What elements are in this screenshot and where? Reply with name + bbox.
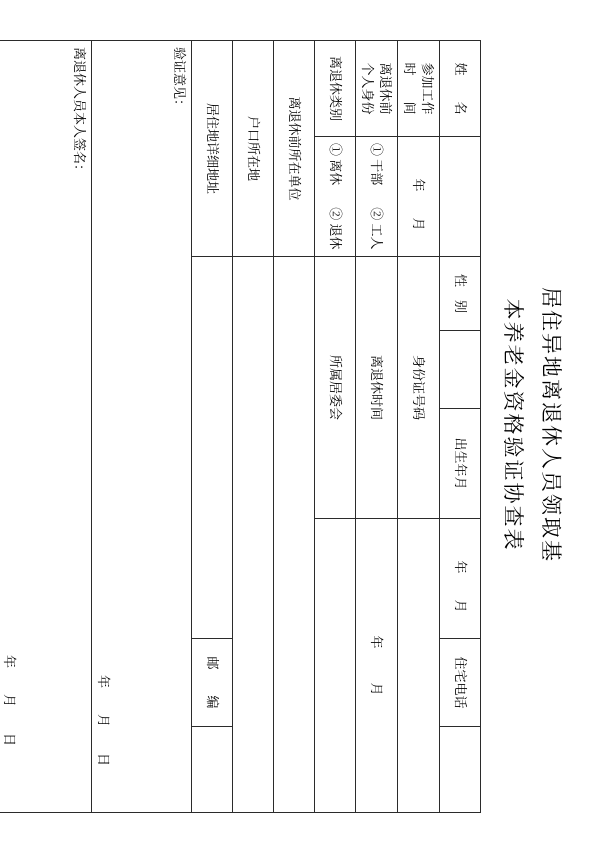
table-row bbox=[91, 41, 191, 813]
verify-opinion-cell[interactable] bbox=[91, 41, 191, 813]
verify-opinion-date[interactable]: 年 月 日 bbox=[96, 674, 112, 766]
committee-label: 所属居委会 bbox=[314, 257, 355, 519]
work-start-label-line2: 时 间 bbox=[402, 62, 418, 115]
phone-label: 住宅电话 bbox=[440, 639, 481, 727]
name-label: 姓 名 bbox=[440, 41, 481, 137]
retire-time-year-unit: 年 bbox=[369, 635, 385, 649]
postcode-label: 邮 编 bbox=[191, 639, 232, 727]
former-unit-value[interactable] bbox=[273, 257, 314, 813]
work-start-label-line1: 参加工作 bbox=[420, 62, 435, 115]
phone-value[interactable] bbox=[440, 727, 481, 813]
household-label: 户口所在地 bbox=[232, 41, 273, 257]
work-start-label bbox=[397, 41, 439, 137]
birth-year-unit: 年 bbox=[452, 560, 468, 574]
postcode-value[interactable] bbox=[191, 727, 232, 813]
verify-opinion-label: 验证意见： bbox=[171, 47, 187, 113]
table-row bbox=[273, 41, 314, 813]
retire-time-label: 离退休时间 bbox=[355, 257, 397, 519]
birth-month-unit: 月 bbox=[452, 599, 468, 613]
gender-value[interactable] bbox=[440, 331, 481, 409]
household-value[interactable] bbox=[232, 257, 273, 813]
table-row bbox=[232, 41, 273, 813]
identity-option-worker[interactable]: ② 工人 bbox=[369, 207, 385, 250]
id-number-value[interactable] bbox=[397, 519, 439, 813]
table-row bbox=[0, 41, 91, 813]
work-start-month-unit: 月 bbox=[411, 217, 427, 231]
gender-label: 性 别 bbox=[440, 257, 481, 331]
verification-form-table bbox=[0, 40, 481, 813]
table-row bbox=[397, 41, 439, 813]
signature-cell[interactable] bbox=[0, 41, 91, 813]
work-start-value[interactable] bbox=[397, 137, 439, 257]
birth-label: 出生年月 bbox=[440, 409, 481, 519]
retire-identity-label-line2: 个人身份 bbox=[360, 62, 376, 115]
document-title-line1: 居住异地离退休人员领取基 bbox=[539, 287, 563, 563]
id-number-label: 身份证号码 bbox=[397, 257, 439, 519]
retire-type-option-tuixiu[interactable]: ② 退休 bbox=[327, 207, 343, 250]
table-row bbox=[314, 41, 355, 813]
retire-time-value[interactable] bbox=[355, 519, 397, 813]
committee-value[interactable] bbox=[314, 519, 355, 813]
former-unit-label: 离退休前所在单位 bbox=[273, 41, 314, 257]
retire-identity-label bbox=[355, 41, 397, 137]
table-row bbox=[355, 41, 397, 813]
table-row bbox=[191, 41, 232, 813]
retire-time-month-unit: 月 bbox=[369, 682, 385, 696]
retire-type-option-lixiu[interactable]: ① 离休 bbox=[327, 143, 343, 186]
signature-date[interactable]: 年 月 日 bbox=[2, 654, 18, 746]
identity-option-cadre[interactable]: ① 干部 bbox=[369, 143, 385, 186]
retire-identity-options[interactable] bbox=[355, 137, 397, 257]
document-title-line2: 本养老金资格验证协查表 bbox=[501, 298, 526, 552]
birth-value[interactable] bbox=[440, 519, 481, 639]
name-value[interactable] bbox=[440, 137, 481, 257]
retire-type-label: 离退休类别 bbox=[314, 41, 355, 137]
table-row bbox=[440, 41, 481, 813]
retire-identity-label-line1: 离退休前 bbox=[377, 62, 393, 115]
work-start-year-unit: 年 bbox=[411, 178, 427, 192]
address-value[interactable] bbox=[191, 257, 232, 639]
retire-type-options[interactable] bbox=[314, 137, 355, 257]
signature-label: 离退休人员本人签名： bbox=[71, 47, 87, 178]
address-label: 居住地详细地址 bbox=[191, 41, 232, 257]
